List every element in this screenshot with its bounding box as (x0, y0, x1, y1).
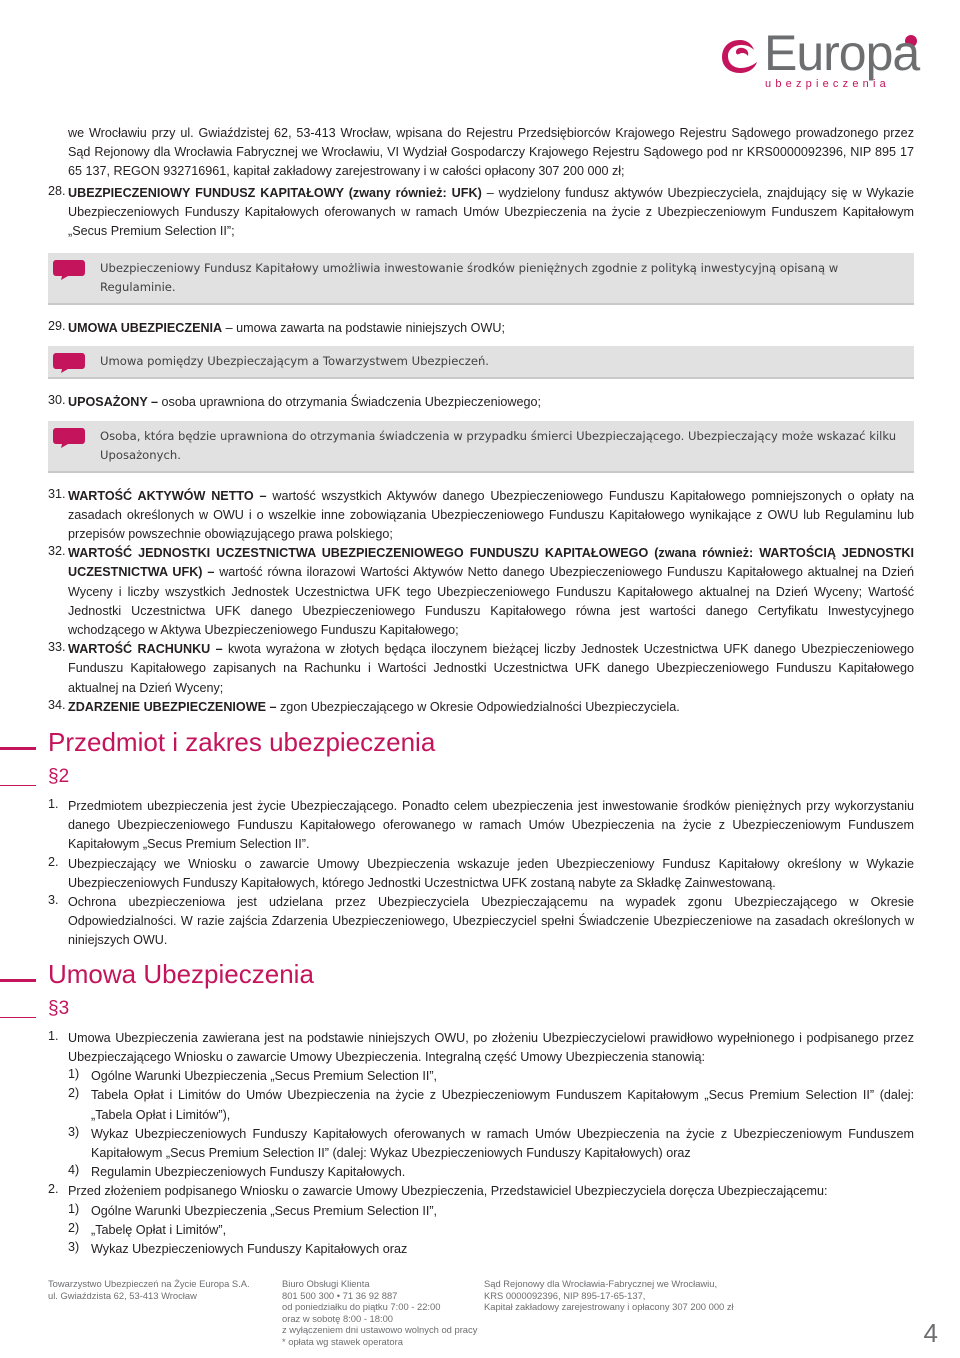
item-number: 33. (48, 640, 66, 655)
sub-item-number: 1) (68, 1067, 80, 1082)
section-title: Umowa Ubezpieczenia (48, 958, 314, 989)
definition-text: osoba uprawniona do otrzymania Świadczenia Ubezpieczeniowego; (158, 395, 541, 410)
footer-line: od poniedziałku do piątku 7:00 - 22:00 (282, 1301, 441, 1313)
footer-line: * opłata wg stawek operatora (282, 1335, 403, 1347)
definition-term: UPOSAŻONY – (68, 395, 159, 410)
logo-subtitle: ubezpieczenia (765, 78, 890, 90)
note-text: Umowa pomiędzy Ubezpieczającym a Towarzystwem Ubezpieczeń. (100, 354, 489, 369)
sub-item-number: 3) (68, 1239, 80, 1254)
definition-term: UMOWA UBEZPIECZENIA (68, 321, 223, 336)
item-number: 30. (48, 393, 66, 408)
item-text: Przed złożeniem podpisanego Wniosku o zawarcie Umowy Ubezpieczenia, Przedstawiciel Ubezpieczyciela doręcza Ubezpieczającemu: (68, 1184, 828, 1199)
definition-text: wartość równa ilorazowi Wartości Aktywów Netto danego Ubezpieczeniowego Funduszu Kapitałowego aktualnej na Dzień Wyceny i liczby wszystkich Jednostek Uczestnictwa UFK tego Ubezpieczeniowego Funduszu Kapitałowego aktualnej na Dzień Wyceny; Wartość Jednostki Uczestnictwa UFK danego Ubezpieczeniowego Funduszu Kapitałowego równa jest wartości danego Certyfikatu Inwestycyjnego wchodzącego w Aktywa Ubezpieczeniowego Funduszu Kapitałowego; (68, 565, 914, 638)
sub-item-number: 1) (68, 1201, 80, 1216)
sub-item-text: Wykaz Ubezpieczeniowych Funduszy Kapitałowych oferowanych w ramach Umów Ubezpieczenia na życie z Ubezpieczeniowym Funduszem Kapitałowym „Secus Premium Selection II” (dalej: Wykaz Ubezpieczeniowych Funduszy Kapitałowych) oraz (91, 1126, 914, 1160)
sub-item-number: 4) (68, 1163, 80, 1178)
footer-line: Biuro Obsługi Klienta (282, 1278, 370, 1289)
sub-list-item (48, 1125, 914, 1163)
definition-text: kwota wyrażona w złotych będąca iloczynem bieżącej liczby Jednostek Uczestnictwa UFK danego Ubezpieczeniowego Funduszu Kapitałowego zapisanych na Rachunku i Wartości Jednostki Uczestnictwa UFK danego Ubezpieczeniowego Funduszu Kapitałowego aktualnej na Dzień Wyceny; (68, 642, 914, 695)
logo-wordmark: Europa (764, 25, 920, 81)
explanation-note (48, 253, 914, 303)
footer-customer-service (282, 1278, 482, 1348)
explanation-note (48, 421, 914, 471)
footer-line: Sąd Rejonowy dla Wrocławia-Fabrycznej we Wrocławiu, (484, 1278, 718, 1289)
sub-item-text: Regulamin Ubezpieczeniowych Funduszy Kapitałowych. (91, 1165, 406, 1180)
item-number: 28. (48, 183, 66, 198)
speech-bubble-icon (52, 259, 86, 281)
section-title: Przedmiot i zakres ubezpieczenia (48, 727, 436, 758)
list-item (48, 1029, 914, 1067)
intro-paragraph: we Wrocławiu przy ul. Gwiaździstej 62, 53-413 Wrocław, wpisana do Rejestru Przedsiębiorców Krajowego Rejestru Sądowego prowadzonego przez Sąd Rejonowy dla Wrocławia Fabrycznej we Wrocławiu, VI Wydział Gospodarczy Krajowego Rejestru Sądowego pod nr KRS0000092396, NIP 895 17 65 137, REGON 932716961, kapitał zakładowy zarejestrowany i w całości opłacony 307 200 000 zł; (68, 126, 914, 179)
paragraph-label: §3 (48, 997, 70, 1019)
document-body (48, 124, 914, 1259)
list-item (48, 797, 914, 855)
definition-item (48, 184, 914, 242)
definition-item (48, 544, 914, 640)
sub-list-item (48, 1086, 914, 1124)
page-number: 4 (923, 1318, 938, 1348)
sub-item-text: Ogólne Warunki Ubezpieczenia „Secus Premium Selection II”, (91, 1069, 438, 1084)
section-rule (0, 979, 36, 982)
item-number: 32. (48, 544, 66, 559)
definition-item (48, 698, 914, 717)
definition-text: zgon Ubezpieczającego w Okresie Odpowiedzialności Ubezpieczyciela. (276, 699, 680, 714)
footer-line: oraz w sobotę 8:00 - 18:00 (282, 1312, 394, 1324)
definition-term: ZDARZENIE UBEZPIECZENIOWE – (68, 699, 277, 714)
sub-item-text: „Tabelę Opłat i Limitów”, (91, 1222, 227, 1237)
footer-line: Towarzystwo Ubezpieczeń na Życie Europa S.A. (48, 1278, 250, 1289)
paragraph-number (48, 765, 914, 789)
paragraph-label: §2 (48, 766, 70, 788)
definition-item (48, 640, 914, 698)
definition-item (48, 487, 914, 545)
definition-item (48, 319, 914, 338)
sub-list-item (48, 1067, 914, 1086)
paragraph-rule (0, 1017, 36, 1018)
item-number: 3. (48, 893, 59, 908)
sub-item-number: 2) (68, 1220, 80, 1235)
paragraph-number (48, 997, 914, 1021)
speech-bubble-icon (52, 352, 86, 374)
item-number: 31. (48, 486, 66, 501)
definition-term: WARTOŚĆ RACHUNKU – (68, 642, 223, 657)
definition-text: – umowa zawarta na podstawie niniejszych OWU; (222, 321, 505, 336)
item-text: Ubezpieczający we Wniosku o zawarcie Umowy Ubezpieczenia wskazuje jeden Ubezpieczeniowy Fundusz Kapitałowy określony w Wykazie Ubezpieczeniowych Funduszy Kapitałowych, którego Jednostki Uczestnictwa UFK zostaną nabyte za Składkę Zainwestowaną. (68, 856, 914, 890)
sub-item-number: 2) (68, 1086, 80, 1101)
note-text: Osoba, która będzie uprawniona do otrzymania świadczenia w przypadku śmierci Ubezpieczającego. Ubezpieczający może wskazać kilku Uposażonych. (100, 428, 897, 462)
item-number: 2. (48, 854, 59, 869)
definition-item (48, 393, 914, 412)
sub-item-text: Ogólne Warunki Ubezpieczenia „Secus Premium Selection II”, (91, 1203, 438, 1218)
footer-line: 801 500 300 • 71 36 92 887 (282, 1289, 398, 1301)
item-number: 29. (48, 319, 66, 334)
footer-line: Kapitał zakładowy zarejestrowany i opłacony 307 200 000 zł (484, 1301, 734, 1313)
definition-term: WARTOŚĆ AKTYWÓW NETTO – (68, 488, 267, 503)
item-text: Ochrona ubezpieczeniowa jest udzielana przez Ubezpieczyciela Ubezpieczającemu na wypadek zgonu Ubezpieczającego w Okresie Odpowiedzialności. W razie zajścia Zdarzenia Ubezpieczeniowego, Ubezpieczyciel spełni Świadczenie Ubezpieczeniowe na zasadach określonych w niniejszych OWU. (68, 895, 914, 948)
list-item (48, 1182, 914, 1201)
definition-term: UBEZPIECZENIOWY FUNDUSZ KAPITAŁOWY (zwany również: UFK) (68, 185, 482, 200)
sub-list-item (48, 1202, 914, 1221)
footer-line: KRS 0000092396, NIP 895-17-65-137, (484, 1289, 646, 1301)
paragraph-rule (0, 785, 36, 786)
sub-list-item (48, 1221, 914, 1240)
logo-swirl-icon (720, 36, 760, 76)
definition-term: WARTOŚĆ JEDNOSTKI UCZESTNICTWA UBEZPIECZENIOWEGO FUNDUSZU KAPITAŁOWEGO (zwana również: WARTOŚCIĄ JEDNOSTKI UCZESTNICTWA UFK) – (68, 546, 914, 580)
section-heading (48, 957, 914, 991)
footer-line: z wyłączeniem dni ustawowo wolnych od pracy (282, 1324, 478, 1336)
item-number: 1. (48, 1028, 59, 1043)
sub-item-text: Wykaz Ubezpieczeniowych Funduszy Kapitałowych oraz (91, 1241, 408, 1256)
definition-text: – wydzielony fundusz aktywów Ubezpieczyciela, znajdujący się w Wykazie Ubezpieczeniowych Funduszy Kapitałowych oferowanych w ramach Umów Ubezpieczenia na życie z Ubezpieczeniowym Funduszem Kapitałowym „Secus Premium Selection II”; (68, 185, 914, 239)
item-number: 34. (48, 697, 66, 712)
sub-list-item (48, 1240, 914, 1259)
definition-text: wartość wszystkich Aktywów danego Ubezpieczeniowego Funduszu Kapitałowego pomniejszonych o opłaty na zasadach określonych w OWU i o wszelkie inne zobowiązania Ubezpieczeniowego Funduszu Kapitałowego wynikające z OWU lub Regulaminu lub przepisów powszechnie obowiązującego prawa polskiego; (68, 488, 914, 542)
sub-list-item (48, 1163, 914, 1182)
footer-registry (484, 1278, 764, 1313)
item-text: Przedmiotem ubezpieczenia jest życie Ubezpieczającego. Ponadto celem ubezpieczenia jest inwestowanie środków pieniężnych przy wykorzystaniu danego Ubezpieczeniowego Funduszu Kapitałowego oferowanego w ramach Umów Ubezpieczenia na życie z Ubezpieczeniowym Funduszem Kapitałowym „Secus Premium Selection II”. (68, 799, 914, 852)
list-item (48, 893, 914, 951)
item-text: Umowa Ubezpieczenia zawierana jest na podstawie niniejszych OWU, po złożeniu Ubezpieczycielowi prawidłowo wypełnionego i podpisanego przez Ubezpieczającego Wniosku o zawarcie Umowy Ubezpieczenia. Integralną część Umowy Ubezpieczenia stanowią: (68, 1030, 914, 1064)
section-heading (48, 725, 914, 759)
sub-item-number: 3) (68, 1124, 80, 1139)
footer-line: ul. Gwiaździsta 62, 53-413 Wrocław (48, 1289, 197, 1301)
item-number: 2. (48, 1182, 59, 1197)
note-text: Ubezpieczeniowy Fundusz Kapitałowy umożliwia inwestowanie środków pieniężnych zgodnie z polityką inwestycyjną opisaną w Regulaminie. (100, 261, 839, 295)
europa-logo (720, 25, 920, 94)
footer-company (48, 1278, 268, 1301)
speech-bubble-icon (52, 427, 86, 449)
section-rule (0, 747, 36, 750)
explanation-note (48, 346, 914, 377)
sub-item-text: Tabela Opłat i Limitów do Umów Ubezpieczenia na życie z Ubezpieczeniowym Funduszem Kapitałowym „Secus Premium Selection II” (dalej: „Tabela Opłat i Limitów”), (91, 1088, 914, 1122)
item-number: 1. (48, 797, 59, 812)
list-item (48, 855, 914, 893)
